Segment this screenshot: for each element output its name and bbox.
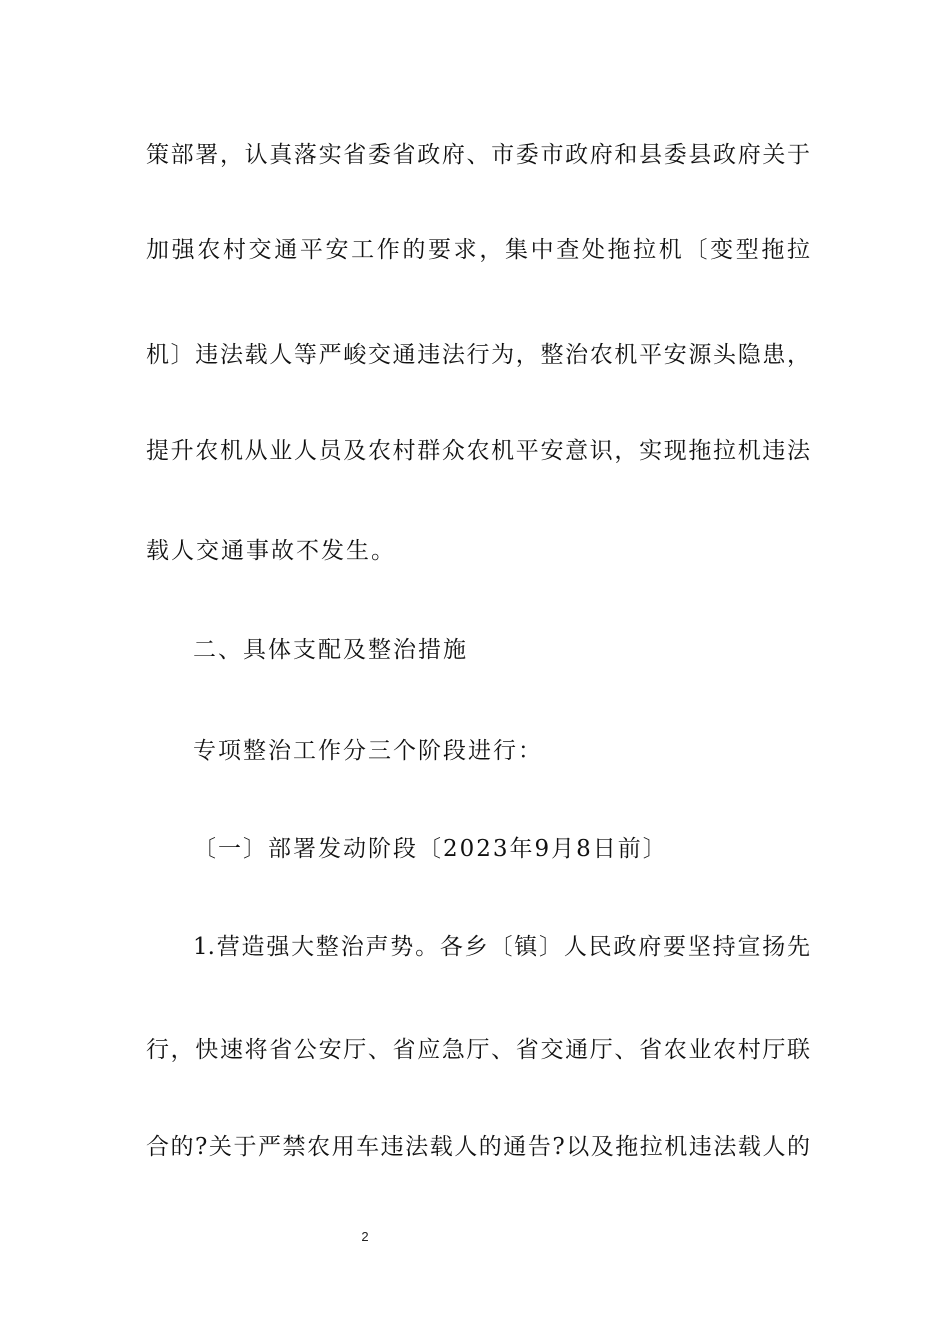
section-heading: 二、具体支配及整治措施 — [193, 637, 468, 663]
body-text-line: 机〕违法载人等严峻交通违法行为，整治农机平安源头隐患， — [146, 342, 810, 368]
body-text-line: 策部署，认真落实省委省政府、市委市政府和县委县政府关于 — [146, 142, 810, 168]
subsection-heading: 〔一〕部署发动阶段〔2023年9月8日前〕 — [193, 836, 668, 862]
body-text-line: 专项整治工作分三个阶段进行： — [193, 738, 543, 764]
body-text-line: 合的?关于严禁农用车违法载人的通告?以及拖拉机违法载人的 — [146, 1134, 810, 1160]
body-text-line: 1.营造强大整治声势。各乡〔镇〕人民政府要坚持宣扬先 — [193, 934, 810, 960]
page-number: 2 — [361, 1229, 369, 1244]
body-text-line: 提升农机从业人员及农村群众农机平安意识，实现拖拉机违法 — [146, 438, 810, 464]
body-text-line: 行，快速将省公安厅、省应急厅、省交通厅、省农业农村厅联 — [146, 1037, 810, 1063]
body-text-line: 加强农村交通平安工作的要求，集中查处拖拉机〔变型拖拉 — [146, 237, 810, 263]
body-text-line: 载人交通事故不发生。 — [146, 538, 396, 564]
